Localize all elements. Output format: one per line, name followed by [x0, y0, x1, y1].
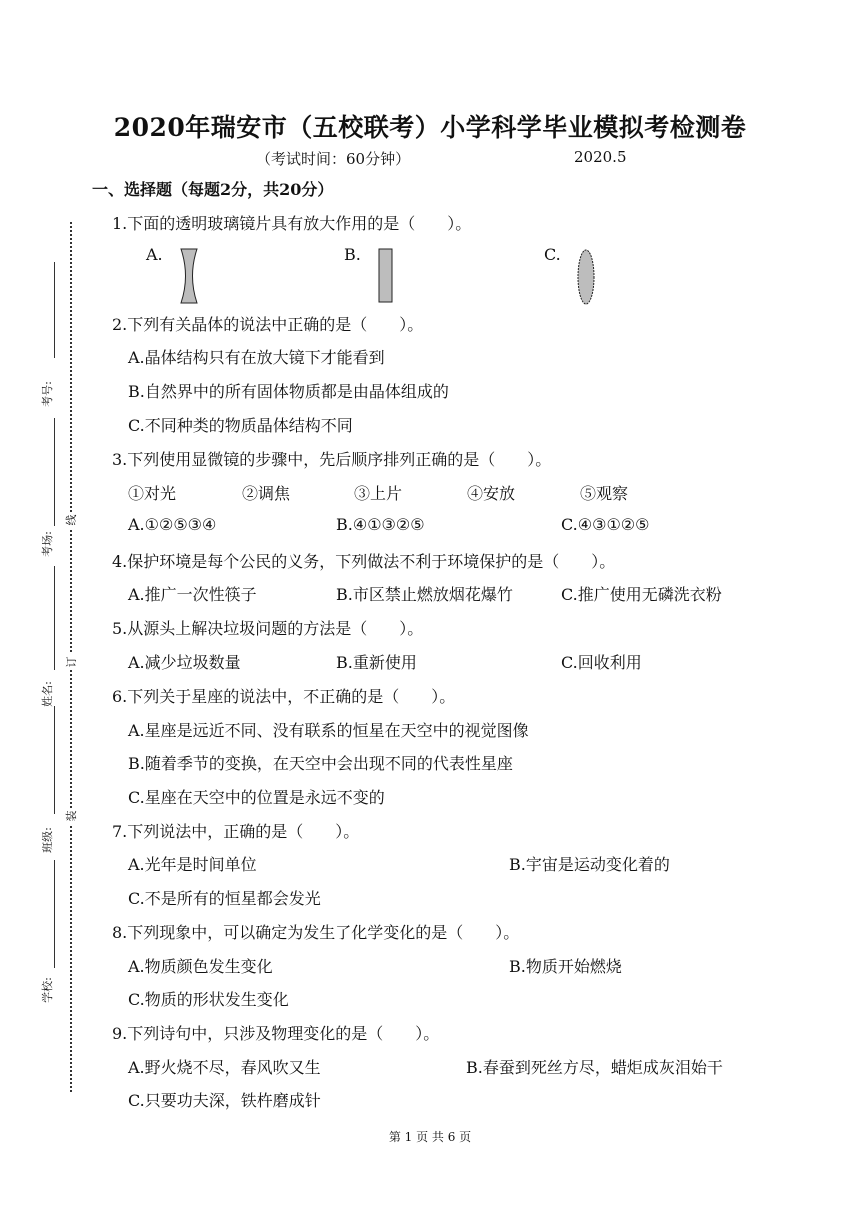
- binding-mark-line: 线: [63, 512, 79, 528]
- exam-date: 2020.5: [574, 148, 627, 166]
- q6-option-c: C.星座在天空中的位置是永远不变的: [128, 788, 385, 807]
- q7-option-c: C.不是所有的恒星都会发光: [128, 889, 321, 908]
- field-label-name: 姓名:: [41, 681, 54, 707]
- question-4: 4.保护环境是每个公民的义务，下列做法不利于环境保护的是（ ）。: [112, 552, 616, 571]
- q6-option-a: A.星座是远近不同、没有联系的恒星在天空中的视觉图像: [128, 721, 529, 740]
- exam-time: （考试时间：60分钟）: [256, 150, 411, 168]
- q3-step-5: ⑤观察: [580, 484, 629, 503]
- question-5: 5.从源头上解决垃圾问题的方法是（ ）。: [112, 619, 424, 638]
- question-6: 6.下列关于星座的说法中，不正确的是（ ）。: [112, 687, 456, 706]
- q3-option-b: B.④①③②⑤: [336, 515, 425, 534]
- q9-option-b: B.春蚕到死丝方尽，蜡炬成灰泪始干: [466, 1058, 723, 1077]
- convex-lens-icon: [576, 248, 596, 306]
- field-label-class: 班级:: [41, 827, 54, 853]
- question-7: 7.下列说法中，正确的是（ ）。: [112, 822, 360, 841]
- q3-step-4: ④安放: [467, 484, 516, 503]
- flat-glass-icon: [378, 248, 394, 304]
- page-footer: 第 1 页 共 6 页: [388, 1130, 472, 1144]
- question-8: 8.下列现象中，可以确定为发生了化学变化的是（ ）。: [112, 923, 520, 942]
- section-heading: 一、选择题（每题2分，共20分）: [92, 180, 334, 199]
- q3-option-a: A.①②⑤③④: [128, 515, 217, 534]
- field-label-school: 学校:: [41, 977, 54, 1003]
- q3-option-c: C.④③①②⑤: [561, 515, 650, 534]
- field-line-2: [54, 418, 55, 526]
- field-line-4: [54, 706, 55, 814]
- q9-option-a: A.野火烧不尽，春风吹又生: [128, 1058, 321, 1077]
- q8-option-c: C.物质的形状发生变化: [128, 990, 289, 1009]
- q1-option-b: B.: [344, 245, 361, 264]
- binding-mark-pack: 装: [63, 808, 79, 824]
- q7-option-a: A.光年是时间单位: [128, 855, 257, 874]
- q5-option-c: C.回收利用: [561, 653, 642, 672]
- q2-option-a: A.晶体结构只有在放大镜下才能看到: [128, 348, 385, 367]
- q4-option-b: B.市区禁止燃放烟花爆竹: [336, 585, 513, 604]
- q9-option-c: C.只要功夫深，铁杵磨成针: [128, 1091, 321, 1110]
- question-3: 3.下列使用显微镜的步骤中，先后顺序排列正确的是（ ）。: [112, 450, 552, 469]
- field-line-3: [54, 566, 55, 670]
- q5-option-a: A.减少垃圾数量: [128, 653, 241, 672]
- field-line-5: [54, 860, 55, 968]
- q3-step-1: ①对光: [128, 484, 177, 503]
- field-label-exam-room: 考场:: [41, 531, 54, 557]
- q1-option-a: A.: [146, 245, 163, 264]
- binding-mark-order: 订: [63, 654, 79, 670]
- q5-option-b: B.重新使用: [336, 653, 417, 672]
- q7-option-b: B.宇宙是运动变化着的: [509, 855, 670, 874]
- question-9: 9.下列诗句中，只涉及物理变化的是（ ）。: [112, 1024, 440, 1043]
- q8-option-b: B.物质开始燃烧: [509, 957, 622, 976]
- concave-lens-icon: [178, 246, 200, 306]
- q2-option-c: C.不同种类的物质晶体结构不同: [128, 416, 353, 435]
- q3-step-2: ②调焦: [242, 484, 291, 503]
- question-2: 2.下列有关晶体的说法中正确的是（ ）。: [112, 315, 424, 334]
- q4-option-c: C.推广使用无磷洗衣粉: [561, 585, 722, 604]
- question-1: 1.下面的透明玻璃镜片具有放大作用的是（ ）。: [112, 214, 472, 233]
- field-label-exam-number: 考号:: [41, 381, 54, 407]
- page-title: 2020年瑞安市（五校联考）小学科学毕业模拟考检测卷: [113, 113, 747, 142]
- q3-step-3: ③上片: [354, 484, 403, 503]
- field-line-1: [54, 262, 55, 358]
- q2-option-b: B.自然界中的所有固体物质都是由晶体组成的: [128, 382, 449, 401]
- q6-option-b: B.随着季节的变换，在天空中会出现不同的代表性星座: [128, 754, 513, 773]
- q1-option-c: C.: [544, 245, 561, 264]
- q8-option-a: A.物质颜色发生变化: [128, 957, 273, 976]
- q4-option-a: A.推广一次性筷子: [128, 585, 257, 604]
